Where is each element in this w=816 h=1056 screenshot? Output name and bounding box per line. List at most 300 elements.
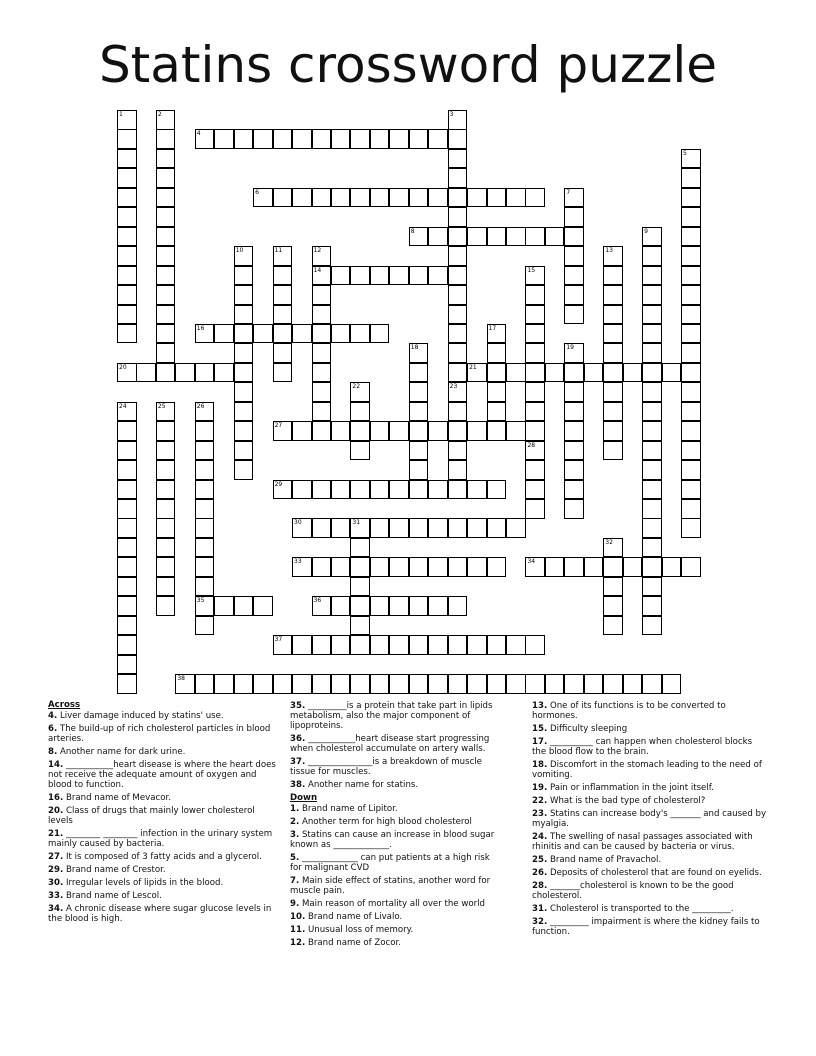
grid-cell[interactable] bbox=[642, 441, 662, 461]
grid-cell[interactable] bbox=[409, 518, 429, 538]
grid-cell[interactable] bbox=[681, 246, 701, 266]
grid-cell[interactable] bbox=[214, 596, 234, 616]
grid-cell[interactable] bbox=[506, 363, 526, 383]
grid-cell[interactable] bbox=[525, 285, 545, 305]
grid-cell[interactable] bbox=[564, 441, 584, 461]
grid-cell[interactable] bbox=[117, 168, 137, 188]
grid-cell[interactable] bbox=[156, 518, 176, 538]
grid-cell[interactable] bbox=[312, 129, 332, 149]
grid-cell[interactable] bbox=[409, 480, 429, 500]
grid-cell[interactable] bbox=[584, 363, 604, 383]
grid-cell[interactable] bbox=[487, 421, 507, 441]
grid-cell[interactable] bbox=[506, 188, 526, 208]
grid-cell[interactable] bbox=[370, 421, 390, 441]
grid-cell[interactable] bbox=[350, 596, 370, 616]
grid-cell[interactable] bbox=[409, 227, 429, 247]
grid-cell[interactable] bbox=[681, 188, 701, 208]
grid-cell[interactable] bbox=[681, 460, 701, 480]
grid-cell[interactable] bbox=[273, 129, 293, 149]
grid-cell[interactable] bbox=[603, 305, 623, 325]
grid-cell[interactable] bbox=[487, 402, 507, 422]
grid-cell[interactable] bbox=[448, 441, 468, 461]
grid-cell[interactable] bbox=[350, 324, 370, 344]
grid-cell[interactable] bbox=[117, 285, 137, 305]
grid-cell[interactable] bbox=[642, 382, 662, 402]
grid-cell[interactable] bbox=[409, 421, 429, 441]
grid-cell[interactable] bbox=[448, 227, 468, 247]
grid-cell[interactable] bbox=[467, 188, 487, 208]
grid-cell[interactable] bbox=[117, 499, 137, 519]
grid-cell[interactable] bbox=[234, 285, 254, 305]
grid-cell[interactable] bbox=[117, 674, 137, 694]
grid-cell[interactable] bbox=[603, 674, 623, 694]
grid-cell[interactable] bbox=[448, 480, 468, 500]
grid-cell[interactable] bbox=[273, 266, 293, 286]
grid-cell[interactable] bbox=[448, 635, 468, 655]
grid-cell[interactable] bbox=[525, 305, 545, 325]
grid-cell[interactable] bbox=[448, 421, 468, 441]
grid-cell[interactable] bbox=[662, 363, 682, 383]
grid-cell[interactable] bbox=[545, 227, 565, 247]
grid-cell[interactable] bbox=[195, 557, 215, 577]
grid-cell[interactable] bbox=[117, 441, 137, 461]
grid-cell[interactable] bbox=[525, 363, 545, 383]
grid-cell[interactable] bbox=[448, 343, 468, 363]
grid-cell[interactable] bbox=[467, 480, 487, 500]
grid-cell[interactable] bbox=[312, 324, 332, 344]
grid-cell[interactable] bbox=[642, 305, 662, 325]
grid-cell[interactable] bbox=[603, 285, 623, 305]
grid-cell[interactable] bbox=[681, 518, 701, 538]
grid-cell[interactable] bbox=[681, 168, 701, 188]
grid-cell[interactable] bbox=[156, 149, 176, 169]
grid-cell[interactable] bbox=[681, 480, 701, 500]
grid-cell[interactable] bbox=[350, 635, 370, 655]
grid-cell[interactable] bbox=[292, 674, 312, 694]
grid-cell[interactable] bbox=[312, 596, 332, 616]
grid-cell[interactable] bbox=[195, 499, 215, 519]
grid-cell[interactable] bbox=[117, 363, 137, 383]
grid-cell[interactable] bbox=[117, 402, 137, 422]
grid-cell[interactable] bbox=[292, 188, 312, 208]
grid-cell[interactable] bbox=[389, 635, 409, 655]
grid-cell[interactable] bbox=[389, 421, 409, 441]
grid-cell[interactable] bbox=[642, 363, 662, 383]
grid-cell[interactable] bbox=[545, 363, 565, 383]
grid-cell[interactable] bbox=[350, 188, 370, 208]
grid-cell[interactable] bbox=[331, 674, 351, 694]
grid-cell[interactable] bbox=[564, 188, 584, 208]
grid-cell[interactable] bbox=[312, 635, 332, 655]
grid-cell[interactable] bbox=[681, 382, 701, 402]
grid-cell[interactable] bbox=[467, 674, 487, 694]
grid-cell[interactable] bbox=[234, 324, 254, 344]
grid-cell[interactable] bbox=[584, 557, 604, 577]
grid-cell[interactable] bbox=[525, 188, 545, 208]
grid-cell[interactable] bbox=[370, 266, 390, 286]
grid-cell[interactable] bbox=[681, 149, 701, 169]
grid-cell[interactable] bbox=[350, 557, 370, 577]
grid-cell[interactable] bbox=[448, 674, 468, 694]
grid-cell[interactable] bbox=[214, 324, 234, 344]
grid-cell[interactable] bbox=[681, 557, 701, 577]
grid-cell[interactable] bbox=[642, 421, 662, 441]
grid-cell[interactable] bbox=[428, 635, 448, 655]
grid-cell[interactable] bbox=[195, 577, 215, 597]
grid-cell[interactable] bbox=[350, 577, 370, 597]
grid-cell[interactable] bbox=[234, 402, 254, 422]
grid-cell[interactable] bbox=[273, 635, 293, 655]
grid-cell[interactable] bbox=[370, 324, 390, 344]
grid-cell[interactable] bbox=[506, 674, 526, 694]
grid-cell[interactable] bbox=[234, 674, 254, 694]
grid-cell[interactable] bbox=[642, 674, 662, 694]
grid-cell[interactable] bbox=[350, 266, 370, 286]
grid-cell[interactable] bbox=[487, 343, 507, 363]
grid-cell[interactable] bbox=[117, 207, 137, 227]
grid-cell[interactable] bbox=[117, 538, 137, 558]
grid-cell[interactable] bbox=[350, 616, 370, 636]
grid-cell[interactable] bbox=[642, 577, 662, 597]
grid-cell[interactable] bbox=[312, 343, 332, 363]
grid-cell[interactable] bbox=[487, 363, 507, 383]
grid-cell[interactable] bbox=[234, 343, 254, 363]
grid-cell[interactable] bbox=[370, 596, 390, 616]
grid-cell[interactable] bbox=[525, 635, 545, 655]
grid-cell[interactable] bbox=[350, 538, 370, 558]
grid-cell[interactable] bbox=[642, 285, 662, 305]
grid-cell[interactable] bbox=[448, 382, 468, 402]
grid-cell[interactable] bbox=[273, 343, 293, 363]
grid-cell[interactable] bbox=[487, 518, 507, 538]
grid-cell[interactable] bbox=[603, 402, 623, 422]
grid-cell[interactable] bbox=[642, 402, 662, 422]
grid-cell[interactable] bbox=[156, 246, 176, 266]
grid-cell[interactable] bbox=[234, 441, 254, 461]
grid-cell[interactable] bbox=[603, 596, 623, 616]
grid-cell[interactable] bbox=[467, 227, 487, 247]
grid-cell[interactable] bbox=[545, 557, 565, 577]
grid-cell[interactable] bbox=[195, 129, 215, 149]
grid-cell[interactable] bbox=[312, 246, 332, 266]
grid-cell[interactable] bbox=[156, 129, 176, 149]
grid-cell[interactable] bbox=[253, 129, 273, 149]
grid-cell[interactable] bbox=[409, 635, 429, 655]
grid-cell[interactable] bbox=[389, 129, 409, 149]
grid-cell[interactable] bbox=[448, 363, 468, 383]
grid-cell[interactable] bbox=[389, 480, 409, 500]
grid-cell[interactable] bbox=[409, 266, 429, 286]
grid-cell[interactable] bbox=[312, 674, 332, 694]
grid-cell[interactable] bbox=[584, 674, 604, 694]
grid-cell[interactable] bbox=[234, 596, 254, 616]
grid-cell[interactable] bbox=[292, 421, 312, 441]
grid-cell[interactable] bbox=[117, 460, 137, 480]
grid-cell[interactable] bbox=[117, 480, 137, 500]
grid-cell[interactable] bbox=[525, 402, 545, 422]
grid-cell[interactable] bbox=[681, 343, 701, 363]
grid-cell[interactable] bbox=[253, 188, 273, 208]
grid-cell[interactable] bbox=[487, 674, 507, 694]
grid-cell[interactable] bbox=[312, 188, 332, 208]
grid-cell[interactable] bbox=[370, 518, 390, 538]
grid-cell[interactable] bbox=[195, 596, 215, 616]
grid-cell[interactable] bbox=[448, 110, 468, 130]
grid-cell[interactable] bbox=[156, 207, 176, 227]
grid-cell[interactable] bbox=[409, 596, 429, 616]
grid-cell[interactable] bbox=[156, 305, 176, 325]
grid-cell[interactable] bbox=[428, 518, 448, 538]
grid-cell[interactable] bbox=[234, 460, 254, 480]
grid-cell[interactable] bbox=[273, 305, 293, 325]
grid-cell[interactable] bbox=[681, 441, 701, 461]
grid-cell[interactable] bbox=[312, 518, 332, 538]
grid-cell[interactable] bbox=[448, 305, 468, 325]
grid-cell[interactable] bbox=[175, 674, 195, 694]
grid-cell[interactable] bbox=[292, 557, 312, 577]
grid-cell[interactable] bbox=[642, 499, 662, 519]
grid-cell[interactable] bbox=[525, 674, 545, 694]
grid-cell[interactable] bbox=[195, 674, 215, 694]
grid-cell[interactable] bbox=[428, 674, 448, 694]
grid-cell[interactable] bbox=[448, 596, 468, 616]
grid-cell[interactable] bbox=[195, 402, 215, 422]
grid-cell[interactable] bbox=[467, 421, 487, 441]
grid-cell[interactable] bbox=[389, 188, 409, 208]
grid-cell[interactable] bbox=[662, 557, 682, 577]
grid-cell[interactable] bbox=[331, 480, 351, 500]
grid-cell[interactable] bbox=[156, 441, 176, 461]
grid-cell[interactable] bbox=[681, 207, 701, 227]
grid-cell[interactable] bbox=[117, 149, 137, 169]
grid-cell[interactable] bbox=[292, 635, 312, 655]
grid-cell[interactable] bbox=[409, 343, 429, 363]
grid-cell[interactable] bbox=[448, 207, 468, 227]
grid-cell[interactable] bbox=[175, 363, 195, 383]
grid-cell[interactable] bbox=[681, 266, 701, 286]
grid-cell[interactable] bbox=[234, 266, 254, 286]
grid-cell[interactable] bbox=[564, 382, 584, 402]
grid-cell[interactable] bbox=[603, 246, 623, 266]
grid-cell[interactable] bbox=[234, 129, 254, 149]
grid-cell[interactable] bbox=[156, 343, 176, 363]
grid-cell[interactable] bbox=[370, 557, 390, 577]
grid-cell[interactable] bbox=[331, 129, 351, 149]
grid-cell[interactable] bbox=[525, 460, 545, 480]
grid-cell[interactable] bbox=[662, 674, 682, 694]
grid-cell[interactable] bbox=[642, 480, 662, 500]
grid-cell[interactable] bbox=[564, 499, 584, 519]
grid-cell[interactable] bbox=[564, 460, 584, 480]
grid-cell[interactable] bbox=[195, 460, 215, 480]
grid-cell[interactable] bbox=[448, 266, 468, 286]
grid-cell[interactable] bbox=[195, 441, 215, 461]
grid-cell[interactable] bbox=[350, 129, 370, 149]
grid-cell[interactable] bbox=[428, 480, 448, 500]
grid-cell[interactable] bbox=[448, 188, 468, 208]
grid-cell[interactable] bbox=[156, 402, 176, 422]
grid-cell[interactable] bbox=[467, 363, 487, 383]
grid-cell[interactable] bbox=[564, 285, 584, 305]
grid-cell[interactable] bbox=[506, 518, 526, 538]
grid-cell[interactable] bbox=[564, 363, 584, 383]
grid-cell[interactable] bbox=[525, 557, 545, 577]
grid-cell[interactable] bbox=[117, 246, 137, 266]
grid-cell[interactable] bbox=[525, 324, 545, 344]
grid-cell[interactable] bbox=[195, 324, 215, 344]
grid-cell[interactable] bbox=[603, 382, 623, 402]
grid-cell[interactable] bbox=[370, 188, 390, 208]
grid-cell[interactable] bbox=[156, 421, 176, 441]
grid-cell[interactable] bbox=[273, 363, 293, 383]
grid-cell[interactable] bbox=[506, 635, 526, 655]
grid-cell[interactable] bbox=[117, 635, 137, 655]
grid-cell[interactable] bbox=[623, 557, 643, 577]
grid-cell[interactable] bbox=[525, 227, 545, 247]
grid-cell[interactable] bbox=[428, 596, 448, 616]
grid-cell[interactable] bbox=[525, 266, 545, 286]
grid-cell[interactable] bbox=[642, 343, 662, 363]
grid-cell[interactable] bbox=[370, 635, 390, 655]
grid-cell[interactable] bbox=[234, 382, 254, 402]
grid-cell[interactable] bbox=[428, 227, 448, 247]
grid-cell[interactable] bbox=[117, 266, 137, 286]
grid-cell[interactable] bbox=[506, 421, 526, 441]
grid-cell[interactable] bbox=[409, 188, 429, 208]
grid-cell[interactable] bbox=[467, 557, 487, 577]
grid-cell[interactable] bbox=[409, 363, 429, 383]
grid-cell[interactable] bbox=[525, 382, 545, 402]
grid-cell[interactable] bbox=[487, 227, 507, 247]
grid-cell[interactable] bbox=[564, 674, 584, 694]
grid-cell[interactable] bbox=[642, 538, 662, 558]
grid-cell[interactable] bbox=[448, 168, 468, 188]
grid-cell[interactable] bbox=[253, 596, 273, 616]
grid-cell[interactable] bbox=[331, 635, 351, 655]
grid-cell[interactable] bbox=[117, 305, 137, 325]
grid-cell[interactable] bbox=[448, 149, 468, 169]
grid-cell[interactable] bbox=[564, 343, 584, 363]
grid-cell[interactable] bbox=[603, 266, 623, 286]
grid-cell[interactable] bbox=[156, 285, 176, 305]
grid-cell[interactable] bbox=[292, 480, 312, 500]
grid-cell[interactable] bbox=[603, 538, 623, 558]
grid-cell[interactable] bbox=[506, 227, 526, 247]
grid-cell[interactable] bbox=[564, 557, 584, 577]
grid-cell[interactable] bbox=[292, 129, 312, 149]
grid-cell[interactable] bbox=[448, 246, 468, 266]
grid-cell[interactable] bbox=[428, 557, 448, 577]
grid-cell[interactable] bbox=[409, 460, 429, 480]
grid-cell[interactable] bbox=[370, 674, 390, 694]
grid-cell[interactable] bbox=[370, 480, 390, 500]
grid-cell[interactable] bbox=[117, 655, 137, 675]
grid-cell[interactable] bbox=[273, 246, 293, 266]
grid-cell[interactable] bbox=[117, 421, 137, 441]
grid-cell[interactable] bbox=[156, 557, 176, 577]
grid-cell[interactable] bbox=[642, 596, 662, 616]
grid-cell[interactable] bbox=[448, 557, 468, 577]
grid-cell[interactable] bbox=[603, 577, 623, 597]
grid-cell[interactable] bbox=[331, 421, 351, 441]
grid-cell[interactable] bbox=[389, 557, 409, 577]
grid-cell[interactable] bbox=[156, 168, 176, 188]
grid-cell[interactable] bbox=[642, 246, 662, 266]
grid-cell[interactable] bbox=[428, 421, 448, 441]
grid-cell[interactable] bbox=[234, 305, 254, 325]
grid-cell[interactable] bbox=[603, 421, 623, 441]
grid-cell[interactable] bbox=[681, 227, 701, 247]
grid-cell[interactable] bbox=[564, 305, 584, 325]
grid-cell[interactable] bbox=[117, 110, 137, 130]
grid-cell[interactable] bbox=[389, 518, 409, 538]
grid-cell[interactable] bbox=[603, 343, 623, 363]
grid-cell[interactable] bbox=[487, 480, 507, 500]
grid-cell[interactable] bbox=[117, 129, 137, 149]
grid-cell[interactable] bbox=[448, 324, 468, 344]
grid-cell[interactable] bbox=[603, 324, 623, 344]
grid-cell[interactable] bbox=[642, 557, 662, 577]
grid-cell[interactable] bbox=[117, 227, 137, 247]
grid-cell[interactable] bbox=[623, 363, 643, 383]
grid-cell[interactable] bbox=[525, 343, 545, 363]
grid-cell[interactable] bbox=[681, 285, 701, 305]
grid-cell[interactable] bbox=[448, 518, 468, 538]
grid-cell[interactable] bbox=[642, 616, 662, 636]
grid-cell[interactable] bbox=[467, 635, 487, 655]
grid-cell[interactable] bbox=[156, 577, 176, 597]
grid-cell[interactable] bbox=[409, 382, 429, 402]
grid-cell[interactable] bbox=[214, 674, 234, 694]
grid-cell[interactable] bbox=[292, 324, 312, 344]
grid-cell[interactable] bbox=[525, 441, 545, 461]
grid-cell[interactable] bbox=[117, 596, 137, 616]
grid-cell[interactable] bbox=[564, 402, 584, 422]
grid-cell[interactable] bbox=[409, 557, 429, 577]
grid-cell[interactable] bbox=[117, 188, 137, 208]
grid-cell[interactable] bbox=[117, 324, 137, 344]
grid-cell[interactable] bbox=[681, 402, 701, 422]
grid-cell[interactable] bbox=[331, 188, 351, 208]
grid-cell[interactable] bbox=[681, 421, 701, 441]
grid-cell[interactable] bbox=[467, 518, 487, 538]
grid-cell[interactable] bbox=[428, 266, 448, 286]
grid-cell[interactable] bbox=[312, 557, 332, 577]
grid-cell[interactable] bbox=[156, 538, 176, 558]
grid-cell[interactable] bbox=[273, 421, 293, 441]
grid-cell[interactable] bbox=[525, 499, 545, 519]
grid-cell[interactable] bbox=[642, 460, 662, 480]
grid-cell[interactable] bbox=[642, 227, 662, 247]
grid-cell[interactable] bbox=[350, 402, 370, 422]
grid-cell[interactable] bbox=[273, 285, 293, 305]
grid-cell[interactable] bbox=[234, 246, 254, 266]
grid-cell[interactable] bbox=[312, 402, 332, 422]
grid-cell[interactable] bbox=[525, 421, 545, 441]
grid-cell[interactable] bbox=[603, 557, 623, 577]
grid-cell[interactable] bbox=[487, 635, 507, 655]
grid-cell[interactable] bbox=[564, 480, 584, 500]
grid-cell[interactable] bbox=[195, 538, 215, 558]
grid-cell[interactable] bbox=[448, 285, 468, 305]
grid-cell[interactable] bbox=[428, 129, 448, 149]
grid-cell[interactable] bbox=[195, 480, 215, 500]
grid-cell[interactable] bbox=[331, 324, 351, 344]
grid-cell[interactable] bbox=[117, 616, 137, 636]
grid-cell[interactable] bbox=[331, 266, 351, 286]
grid-cell[interactable] bbox=[603, 363, 623, 383]
grid-cell[interactable] bbox=[642, 518, 662, 538]
